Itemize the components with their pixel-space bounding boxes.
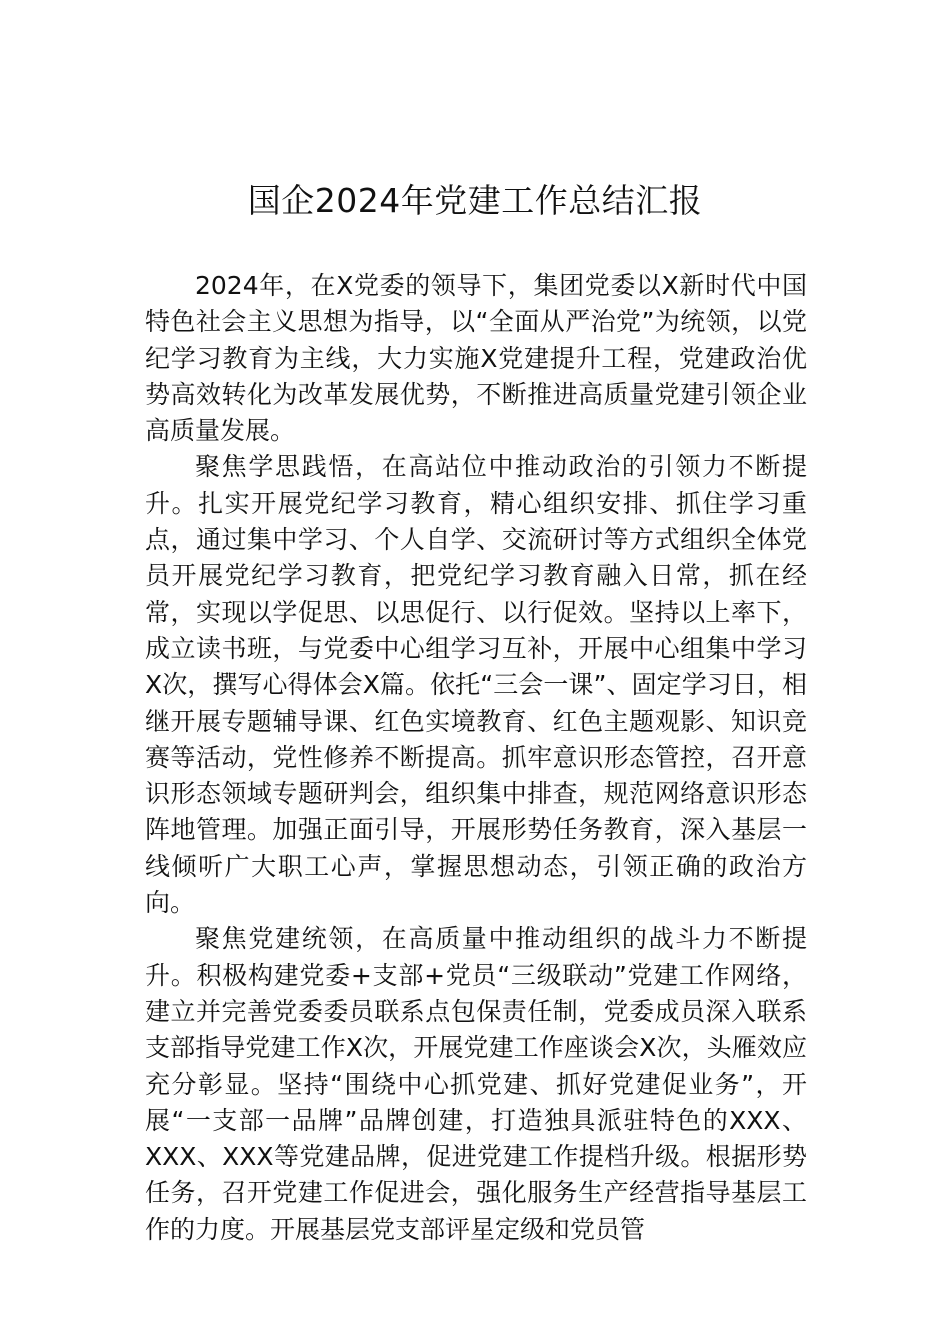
paragraph-political-leadership: 聚焦学思践悟，在高站位中推动政治的引领力不断提升。扎实开展党纪学习教育，精心组织安排、抓住学习重点，通过集中学习、个人自学、交流研讨等方式组织全体党员开展党纪学习教育，把党纪学习教育融入日常，抓在经常，实现以学促思、以思促行、以行促效。坚持以上率下，成立读书班，与党委中心组学习互补，开展中心组集中学习X次，撰写心得体会X篇。依托“三会一课”、固定学习日，相继开展专题辅导课、红色实境教育、红色主题观影、知识竞赛等活动，党性修养不断提高。抓牢意识形态管控，召开意识形态领域专题研判会，组织集中排查，规范网络意识形态阵地管理。加强正面引导，开展形势任务教育，深入基层一线倾听广大职工心声，掌握思想动态，引领正确的政治方向。 <box>145 452 807 918</box>
paragraph-organization-strength: 聚焦党建统领，在高质量中推动组织的战斗力不断提升。积极构建党委+支部+党员“三级联动”党建工作网络，建立并完善党委委员联系点包保责任制，党委成员深入联系支部指导党建工作X次，开展党建工作座谈会X次，头雁效应充分彰显。坚持“围绕中心抓党建、抓好党建促业务”，开展“一支部一品牌”品牌创建，打造独具派驻特色的XXX、XXX、XXX等党建品牌，促进党建工作提档升级。根据形势任务，召开党建工作促进会，强化服务生产经营指导基层工作的力度。开展基层党支部评星定级和党员管 <box>145 924 807 1244</box>
document-title: 国企2024年党建工作总结汇报 <box>247 181 703 220</box>
paragraph-intro: 2024年，在X党委的领导下，集团党委以X新时代中国特色社会主义思想为指导，以“全面从严治党”为统领，以党纪学习教育为主线，大力实施X党建提升工程，党建政治优势高效转化为改革发展优势，不断推进高质量党建引领企业高质量发展。 <box>145 271 807 446</box>
document-body <box>145 268 807 1248</box>
